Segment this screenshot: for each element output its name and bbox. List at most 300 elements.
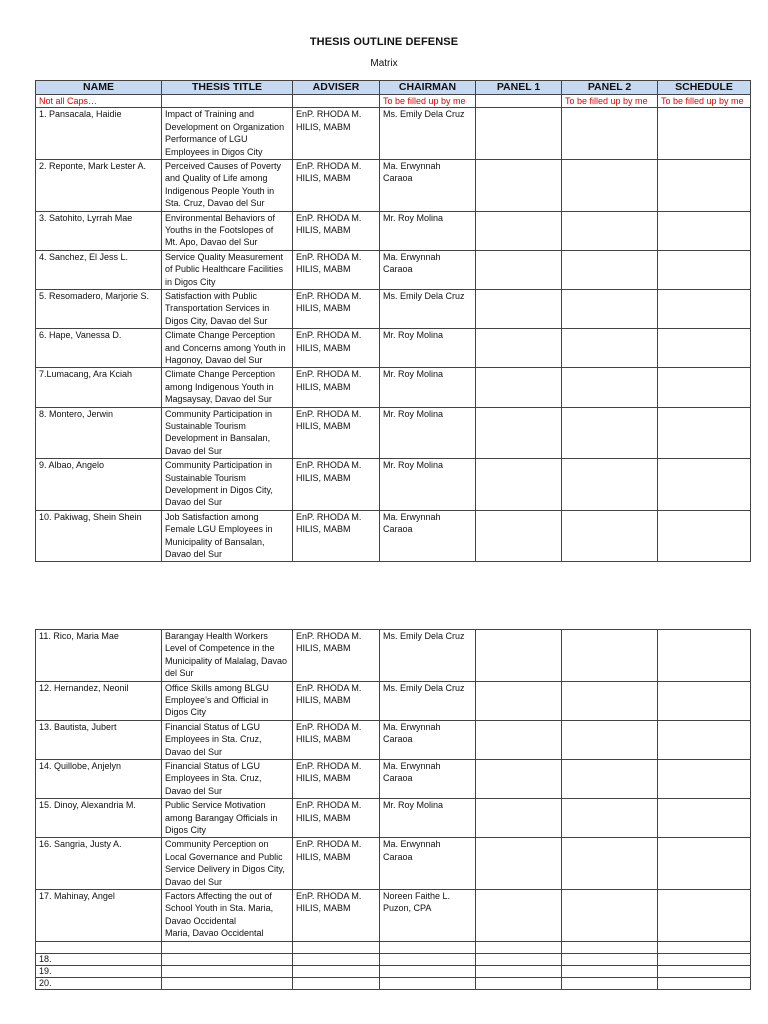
cell-title	[162, 329, 293, 368]
cell-schedule	[658, 720, 751, 759]
cell-panel1	[476, 329, 562, 368]
cell-title	[162, 108, 293, 160]
cell-adviser-line: HILIS, MABM	[296, 643, 351, 654]
cell-chairman	[380, 759, 476, 798]
cell-panel2	[562, 630, 658, 682]
cell-title	[162, 720, 293, 759]
cell-adviser-line: EnP. RHODA M.	[296, 251, 362, 262]
cell-panel1	[476, 630, 562, 682]
cell-panel1	[476, 759, 562, 798]
cell-schedule	[658, 953, 751, 965]
cell-adviser-line: EnP. RHODA M.	[296, 511, 362, 522]
cell-title-line: Satisfaction with Public	[165, 290, 258, 301]
cell-title-line: Environmental Behaviors of	[165, 212, 276, 223]
cell-title-line: Municipality of Malalag, Davao	[165, 655, 288, 666]
cell-adviser-line: EnP. RHODA M.	[296, 631, 362, 641]
cell-schedule	[658, 759, 751, 798]
cell-schedule	[658, 108, 751, 160]
cell-title-line: Transportation Services in	[165, 303, 270, 314]
table-row	[36, 889, 751, 941]
cell-adviser-line: HILIS, MABM	[296, 264, 351, 275]
cell-title-line: Davao del Sur	[165, 548, 223, 559]
cell-panel1	[476, 720, 562, 759]
cell-adviser	[293, 250, 380, 289]
cell-schedule	[658, 889, 751, 941]
cell-panel2	[562, 889, 658, 941]
cell-chairman	[380, 720, 476, 759]
cell-panel2	[562, 459, 658, 511]
cell-name: 10. Pakiwag, Shein Shein	[36, 510, 162, 562]
cell-adviser-line: EnP. RHODA M.	[296, 408, 362, 419]
cell-title	[162, 368, 293, 407]
cell-panel1	[476, 965, 562, 977]
cell-adviser-line: HILIS, MABM	[296, 773, 351, 784]
cell-chairman-line: Mr. Roy Molina	[383, 212, 444, 223]
cell-title-line: Community Participation in	[165, 408, 273, 419]
cell-name: 11. Rico, Maria Mae	[36, 630, 162, 682]
cell-panel1	[476, 289, 562, 328]
cell-panel1	[476, 681, 562, 720]
cell-title-line: School Youth in Sta. Maria,	[165, 903, 274, 914]
cell-panel2	[562, 681, 658, 720]
note-chairman: To be filled up by me	[380, 95, 476, 108]
cell-adviser-line: HILIS, MABM	[296, 225, 351, 235]
cell-chairman	[380, 160, 476, 212]
table-row	[36, 759, 751, 798]
cell-name: 12. Hernandez, Neonil	[36, 681, 162, 720]
cell-schedule	[658, 965, 751, 977]
table-row	[36, 799, 751, 838]
cell-panel1	[476, 941, 562, 953]
note-empty-cell	[476, 95, 562, 108]
cell-chairman	[380, 941, 476, 953]
cell-chairman-line: Ma. Erwynnah	[383, 511, 441, 522]
cell-adviser-line: EnP. RHODA M.	[296, 330, 362, 341]
cell-title-line: Financial Status of LGU	[165, 721, 261, 732]
cell-adviser-line: HILIS, MABM	[296, 472, 351, 483]
cell-panel1	[476, 407, 562, 459]
table-row	[36, 965, 751, 977]
cell-panel2	[562, 838, 658, 890]
cell-chairman	[380, 211, 476, 250]
table-row	[36, 368, 751, 407]
cell-title	[162, 160, 293, 212]
cell-chairman-line: Mr. Roy Molina	[383, 460, 444, 471]
cell-chairman-line: Caraoa	[383, 264, 413, 275]
col-header-panel-2: PANEL 2	[562, 81, 658, 95]
cell-adviser	[293, 759, 380, 798]
cell-chairman-line: Ms. Emily Dela Cruz	[383, 109, 465, 120]
cell-adviser	[293, 941, 380, 953]
cell-title-line: Sustainable Tourism	[165, 420, 246, 431]
cell-adviser	[293, 953, 380, 965]
cell-adviser-line: HILIS, MABM	[296, 303, 351, 314]
cell-panel1	[476, 799, 562, 838]
cell-title	[162, 459, 293, 511]
cell-adviser-line: EnP. RHODA M.	[296, 800, 362, 811]
cell-title-line: Level of Competence in the	[165, 643, 275, 654]
cell-title-line: Sta. Cruz, Davao del Sur	[165, 198, 265, 209]
cell-adviser	[293, 289, 380, 328]
table-row	[36, 681, 751, 720]
cell-name: 8. Montero, Jerwin	[36, 407, 162, 459]
cell-name: 1. Pansacala, Haidie	[36, 108, 162, 160]
cell-panel1	[476, 250, 562, 289]
cell-title-line: Davao del Sur	[165, 497, 223, 508]
cell-chairman	[380, 630, 476, 682]
cell-title-line: Factors Affecting the out of	[165, 890, 272, 901]
cell-panel1	[476, 459, 562, 511]
cell-title	[162, 977, 293, 989]
cell-title	[162, 941, 293, 953]
cell-chairman-line: Mr. Roy Molina	[383, 800, 444, 811]
col-header-chairman: CHAIRMAN	[380, 81, 476, 95]
cell-title-line: Sustainable Tourism	[165, 472, 246, 483]
cell-title	[162, 799, 293, 838]
cell-chairman-line: Ma. Erwynnah	[383, 839, 441, 850]
cell-title	[162, 965, 293, 977]
cell-panel1	[476, 953, 562, 965]
cell-title-line: Magsaysay, Davao del Sur	[165, 394, 272, 405]
cell-panel2	[562, 965, 658, 977]
cell-title-line: among Indigenous Youth in	[165, 381, 274, 392]
cell-panel2	[562, 759, 658, 798]
cell-chairman	[380, 329, 476, 368]
cell-panel2	[562, 368, 658, 407]
table-row	[36, 211, 751, 250]
cell-title	[162, 211, 293, 250]
cell-adviser	[293, 977, 380, 989]
document-title: THESIS OUTLINE DEFENSE	[309, 36, 459, 48]
cell-adviser	[293, 407, 380, 459]
cell-title-line: Office Skills among BLGU	[165, 682, 269, 693]
cell-title-line: Employees in Sta. Cruz,	[165, 734, 262, 745]
cell-title	[162, 630, 293, 682]
cell-title-line: Digos City, Davao del Sur	[165, 315, 268, 326]
cell-chairman	[380, 965, 476, 977]
cell-adviser-line: HILIS, MABM	[296, 812, 351, 823]
note-name: Not all Caps…	[36, 95, 162, 108]
cell-panel1	[476, 211, 562, 250]
cell-title-line: Local Governance and Public	[165, 851, 283, 862]
cell-name: 4. Sanchez, El Jess L.	[36, 250, 162, 289]
cell-adviser-line: HILIS, MABM	[296, 381, 351, 392]
cell-schedule	[658, 407, 751, 459]
cell-adviser-line: HILIS, MABM	[296, 524, 351, 535]
cell-adviser	[293, 720, 380, 759]
cell-panel2	[562, 953, 658, 965]
cell-chairman-line: Caraoa	[383, 173, 413, 184]
cell-title-line: Davao del Sur	[165, 445, 223, 456]
cell-title-line: Community Participation in	[165, 460, 273, 471]
cell-name: 20.	[36, 977, 162, 989]
cell-panel1	[476, 160, 562, 212]
matrix-table-page-2	[35, 629, 751, 990]
table-row	[36, 838, 751, 890]
cell-chairman	[380, 368, 476, 407]
cell-title-line: Indigenous People Youth in	[165, 185, 275, 196]
cell-chairman-line: Ms. Emily Dela Cruz	[383, 631, 465, 641]
cell-schedule	[658, 941, 751, 953]
cell-schedule	[658, 329, 751, 368]
cell-adviser-line: EnP. RHODA M.	[296, 760, 362, 771]
cell-panel2	[562, 941, 658, 953]
col-header-thesis-title: THESIS TITLE	[162, 81, 293, 95]
cell-title	[162, 289, 293, 328]
cell-adviser-line: EnP. RHODA M.	[296, 161, 362, 171]
cell-adviser-line: EnP. RHODA M.	[296, 212, 362, 223]
table-row	[36, 108, 751, 160]
cell-title	[162, 759, 293, 798]
header-row	[36, 81, 751, 95]
cell-adviser	[293, 889, 380, 941]
cell-adviser-line: HILIS, MABM	[296, 121, 351, 132]
cell-name: 16. Sangria, Justy A.	[36, 838, 162, 890]
note-panel-2: To be filled up by me	[562, 95, 658, 108]
cell-name: 17. Mahinay, Angel	[36, 889, 162, 941]
cell-adviser	[293, 459, 380, 511]
cell-chairman-line: Ma. Erwynnah	[383, 251, 441, 262]
cell-chairman	[380, 459, 476, 511]
matrix-table-page-1	[35, 80, 751, 562]
cell-title-line: Davao Occidental	[165, 915, 237, 926]
cell-name	[36, 941, 162, 953]
cell-title-line: Digos City	[165, 824, 207, 835]
cell-title-line: Maria, Davao Occidental	[165, 928, 264, 939]
cell-adviser-line: EnP. RHODA M.	[296, 290, 362, 301]
table-row	[36, 510, 751, 562]
table-row	[36, 630, 751, 682]
cell-title-line: Mt. Apo, Davao del Sur	[165, 237, 258, 248]
cell-chairman-line: Mr. Roy Molina	[383, 330, 444, 341]
table-row	[36, 160, 751, 212]
cell-chairman-line: Caraoa	[383, 851, 413, 862]
cell-chairman	[380, 108, 476, 160]
table-row	[36, 289, 751, 328]
cell-chairman	[380, 799, 476, 838]
cell-title-line: Barangay Health Workers	[165, 631, 268, 641]
note-empty-cell	[162, 95, 293, 108]
cell-chairman-line: Caraoa	[383, 773, 413, 784]
cell-chairman-line: Noreen Faithe L.	[383, 890, 451, 901]
cell-chairman	[380, 510, 476, 562]
cell-chairman	[380, 953, 476, 965]
cell-title-line: Youths in the Footslopes of	[165, 225, 274, 235]
cell-title-line: Employees in Sta. Cruz,	[165, 773, 262, 784]
cell-title-line: of Public Healthcare Facilities	[165, 264, 284, 275]
cell-name: 7.Lumacang, Ara Kciah	[36, 368, 162, 407]
note-schedule: To be filled up by me	[658, 95, 751, 108]
cell-title	[162, 953, 293, 965]
col-header-adviser: ADVISER	[293, 81, 380, 95]
cell-adviser-line: HILIS, MABM	[296, 342, 351, 353]
cell-panel2	[562, 211, 658, 250]
cell-adviser-line: HILIS, MABM	[296, 903, 351, 914]
cell-schedule	[658, 211, 751, 250]
table-row	[36, 720, 751, 759]
cell-chairman	[380, 977, 476, 989]
cell-schedule	[658, 799, 751, 838]
table-row	[36, 977, 751, 989]
cell-title-line: Employees in Digos City	[165, 146, 263, 157]
table-row	[36, 250, 751, 289]
notes-row	[36, 95, 751, 108]
cell-panel2	[562, 510, 658, 562]
cell-adviser	[293, 681, 380, 720]
cell-title-line: in Digos City	[165, 276, 216, 287]
cell-adviser-line: EnP. RHODA M.	[296, 109, 362, 120]
table-row	[36, 941, 751, 953]
cell-name: 2. Reponte, Mark Lester A.	[36, 160, 162, 212]
cell-title-line: Employee’s and Official in	[165, 695, 269, 705]
cell-adviser	[293, 329, 380, 368]
cell-title	[162, 407, 293, 459]
cell-title-line: Digos City	[165, 707, 207, 718]
cell-panel1	[476, 108, 562, 160]
cell-name: 9. Albao, Angelo	[36, 459, 162, 511]
cell-title-line: Development in Digos City,	[165, 484, 273, 495]
table-row	[36, 407, 751, 459]
cell-title-line: Service Delivery in Digos City,	[165, 864, 285, 875]
cell-title	[162, 681, 293, 720]
cell-panel2	[562, 720, 658, 759]
cell-title-line: Perceived Causes of Poverty	[165, 161, 282, 171]
cell-title-line: Service Quality Measurement	[165, 251, 284, 262]
cell-adviser-line: HILIS, MABM	[296, 420, 351, 431]
col-header-name: NAME	[36, 81, 162, 95]
cell-adviser-line: EnP. RHODA M.	[296, 682, 362, 693]
cell-title-line: Public Service Motivation	[165, 800, 266, 811]
cell-chairman-line: Ms. Emily Dela Cruz	[383, 290, 465, 301]
cell-adviser	[293, 368, 380, 407]
cell-panel2	[562, 250, 658, 289]
cell-chairman-line: Ma. Erwynnah	[383, 760, 441, 771]
cell-adviser-line: EnP. RHODA M.	[296, 839, 362, 850]
cell-adviser	[293, 160, 380, 212]
cell-schedule	[658, 289, 751, 328]
cell-title-line: Davao del Sur	[165, 785, 223, 796]
cell-title	[162, 510, 293, 562]
cell-adviser-line: EnP. RHODA M.	[296, 890, 362, 901]
cell-adviser	[293, 630, 380, 682]
cell-chairman	[380, 681, 476, 720]
cell-schedule	[658, 838, 751, 890]
cell-chairman-line: Mr. Roy Molina	[383, 408, 444, 419]
document-subtitle: Matrix	[370, 58, 398, 69]
cell-panel2	[562, 289, 658, 328]
cell-title-line: Climate Change Perception	[165, 330, 276, 341]
cell-chairman-line: Caraoa	[383, 524, 413, 535]
cell-name: 6. Hape, Vanessa D.	[36, 329, 162, 368]
cell-schedule	[658, 160, 751, 212]
cell-chairman	[380, 889, 476, 941]
cell-title-line: among Barangay Officials in	[165, 812, 278, 823]
cell-schedule	[658, 977, 751, 989]
cell-adviser	[293, 108, 380, 160]
cell-adviser	[293, 211, 380, 250]
cell-title-line: del Sur	[165, 668, 194, 679]
cell-adviser-line: HILIS, MABM	[296, 734, 351, 745]
col-header-schedule: SCHEDULE	[658, 81, 751, 95]
cell-panel1	[476, 510, 562, 562]
cell-schedule	[658, 459, 751, 511]
cell-title-line: Job Satisfaction among	[165, 511, 259, 522]
cell-schedule	[658, 681, 751, 720]
cell-title-line: Female LGU Employees in	[165, 524, 273, 535]
note-empty-cell	[293, 95, 380, 108]
cell-adviser	[293, 799, 380, 838]
cell-panel2	[562, 160, 658, 212]
cell-chairman-line: Ms. Emily Dela Cruz	[383, 682, 465, 693]
cell-panel2	[562, 977, 658, 989]
cell-chairman	[380, 289, 476, 328]
cell-title-line: and Concerns among Youth in	[165, 342, 286, 353]
cell-chairman-line: Ma. Erwynnah	[383, 161, 441, 171]
cell-title-line: Impact of Training and	[165, 109, 255, 120]
col-header-panel-1: PANEL 1	[476, 81, 562, 95]
cell-panel2	[562, 407, 658, 459]
cell-chairman-line: Puzon, CPA	[383, 903, 432, 914]
table-row	[36, 329, 751, 368]
cell-adviser	[293, 510, 380, 562]
cell-name: 18.	[36, 953, 162, 965]
cell-adviser-line: HILIS, MABM	[296, 173, 351, 184]
table-row	[36, 953, 751, 965]
cell-chairman	[380, 250, 476, 289]
cell-name: 5. Resomadero, Marjorie S.	[36, 289, 162, 328]
cell-title-line: Hagonoy, Davao del Sur	[165, 354, 263, 365]
cell-panel1	[476, 368, 562, 407]
cell-name: 3. Satohito, Lyrrah Mae	[36, 211, 162, 250]
cell-title	[162, 838, 293, 890]
cell-title-line: Climate Change Perception	[165, 369, 276, 380]
cell-adviser-line: HILIS, MABM	[296, 695, 351, 705]
cell-adviser-line: EnP. RHODA M.	[296, 460, 362, 471]
cell-panel1	[476, 889, 562, 941]
cell-name: 15. Dinoy, Alexandria M.	[36, 799, 162, 838]
cell-name: 19.	[36, 965, 162, 977]
cell-schedule	[658, 510, 751, 562]
table-row	[36, 459, 751, 511]
cell-title-line: Development in Bansalan,	[165, 433, 271, 444]
cell-panel1	[476, 838, 562, 890]
cell-title-line: and Quality of Life among	[165, 173, 268, 184]
cell-schedule	[658, 250, 751, 289]
cell-schedule	[658, 368, 751, 407]
cell-panel2	[562, 799, 658, 838]
cell-schedule	[658, 630, 751, 682]
cell-adviser-line: EnP. RHODA M.	[296, 369, 362, 380]
cell-name: 13. Bautista, Jubert	[36, 720, 162, 759]
cell-adviser	[293, 965, 380, 977]
cell-adviser	[293, 838, 380, 890]
cell-name: 14. Quillobe, Anjelyn	[36, 759, 162, 798]
cell-chairman	[380, 838, 476, 890]
cell-title-line: Financial Status of LGU	[165, 760, 261, 771]
cell-adviser-line: EnP. RHODA M.	[296, 721, 362, 732]
cell-panel2	[562, 108, 658, 160]
cell-chairman-line: Ma. Erwynnah	[383, 721, 441, 732]
cell-panel2	[562, 329, 658, 368]
cell-adviser-line: HILIS, MABM	[296, 851, 351, 862]
cell-title	[162, 889, 293, 941]
cell-title-line: Davao del Sur	[165, 746, 223, 757]
cell-title-line: Performance of LGU	[165, 134, 248, 145]
cell-title-line: Municipality of Bansalan,	[165, 536, 265, 547]
cell-panel1	[476, 977, 562, 989]
cell-title-line: Development on Organization	[165, 121, 285, 132]
cell-chairman-line: Caraoa	[383, 734, 413, 745]
